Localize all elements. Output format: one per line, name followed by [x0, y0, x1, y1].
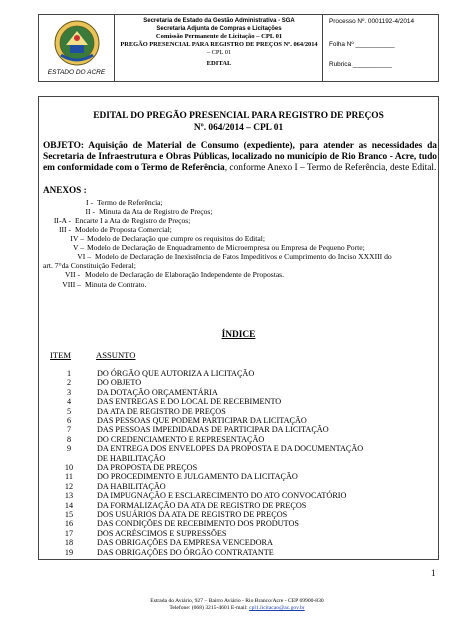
- indice-item-subject: DAS OBRIGAÇÕES DA EMPRESA VENCEDORA: [97, 538, 273, 548]
- anexo-number: VII -: [65, 270, 80, 279]
- processo-number: Processo Nº. 0001192-4/2014: [329, 18, 414, 25]
- header-line-1: Secretaria de Estado da Gestão Administrativa - SGA: [143, 18, 295, 24]
- anexo-text: Termo de Referência;: [97, 198, 163, 207]
- objeto-paragraph: [43, 141, 437, 174]
- indice-item-subject: DAS PESSOAS IMPEDIDADAS DE PARTICIPAR DA LICITAÇÃO: [97, 425, 329, 435]
- indice-item-subject: DO OBJETO: [97, 378, 142, 388]
- anexo-number: II -: [85, 207, 95, 216]
- indice-item-subject: DA DOTAÇÃO ORÇAMENTÁRIA: [97, 387, 218, 397]
- indice-item-subject: DO ÓRGÃO QUE AUTORIZA A LICITAÇÃO: [97, 369, 255, 378]
- column-header-assunto: ASSUNTO: [96, 350, 136, 360]
- indice-item-subject: DAS OBRIGAÇÕES DO ÓRGÃO CONTRATANTE: [97, 547, 274, 557]
- acre-coat-of-arms-icon: [53, 19, 101, 67]
- indice-item-subject: DA HABILITAÇÃO: [97, 481, 166, 491]
- header-institution-block: [116, 15, 323, 81]
- anexo-number: V –: [72, 243, 84, 252]
- edital-title-line-1: EDITAL DO PREGÃO PRESENCIAL PARA REGISTRO DE PREÇOS: [93, 111, 384, 121]
- anexo-number: IV –: [70, 234, 84, 243]
- indice-item-subject: DO PROCEDIMENTO E JULGAMENTO DA LICITAÇÃO: [97, 472, 298, 482]
- indice-item-number: 6: [66, 416, 72, 425]
- footer-contact: [0, 605, 474, 612]
- anexo-text: Modelo de Declaração de Inexistência de Fatos Impeditivos e Cumprimento do Inciso XXXIII do: [95, 252, 392, 261]
- indice-item-number: 9: [66, 444, 72, 454]
- header-process-block: [324, 15, 439, 81]
- anexo-text: Modelo de Declaração que cumpre os requisitos do Edital;: [87, 234, 265, 243]
- header-line-4: PREGÃO PRESENCIAL PARA REGISTRO DE PREÇOS Nº. 064/2014: [120, 41, 318, 48]
- indice-heading: ÍNDICE: [221, 330, 256, 340]
- indice-item-subject: DA ENTREGA DOS ENVELOPES DA PROPOSTA E DA DOCUMENTAÇÃO: [97, 444, 364, 454]
- indice-item-number: 7: [66, 425, 72, 435]
- main-content-box: [38, 96, 439, 560]
- indice-item-number: 1: [66, 369, 72, 378]
- anexo-number: VIII –: [62, 280, 81, 289]
- indice-item-subject: DAS PESSOAS QUE PODEM PARTICIPAR DA LICITAÇÃO: [97, 416, 307, 425]
- folha-field: Folha Nº ___________: [329, 41, 395, 48]
- indice-item-number: 3: [66, 387, 72, 397]
- anexo-text: Encarte I a Ata de Registro de Preços;: [75, 216, 191, 225]
- indice-item-subject: DO CREDENCIAMENTO E REPRESENTAÇÃO: [97, 434, 265, 444]
- anexo-text: Minuta da Ata de Registro de Preços;: [99, 207, 213, 216]
- logo-caption: ESTADO DO ACRE: [47, 69, 106, 76]
- indice-item-number: 8: [66, 434, 72, 444]
- objeto-bold-text: OBJETO: Aquisição de Material de Consumo (expediente), para atender as necessidades da Secretaria de Infraestrutura e Obras Públicas, localizado no município de Rio Branco - Acre, tudo em conformidade com o Termo de Referência: [43, 141, 437, 173]
- anexo-text: Modelo de Declaração de Enquadramento de Microempresa ou Empresa de Pequeno Porte;: [87, 243, 365, 252]
- indice-item-number: 2: [66, 378, 72, 388]
- anexo-number: III -: [58, 225, 71, 234]
- rubrica-field: Rubrica ___________: [329, 61, 392, 68]
- header-line-6: EDITAL: [206, 60, 232, 67]
- column-header-item: ITEM: [50, 350, 72, 360]
- indice-item-number: 12: [64, 481, 74, 491]
- document-header: [38, 14, 439, 82]
- indice-item-number: 5: [66, 406, 72, 416]
- anexo-number: I -: [86, 198, 93, 207]
- indice-item-number: 19: [64, 547, 74, 557]
- header-line-5: – CPL 01: [206, 49, 232, 56]
- indice-item-number: 13: [64, 491, 74, 501]
- indice-item-subject: DA IMPUGNAÇÃO E ESCLARECIMENTO DO ATO CONVOCATÓRIO: [97, 491, 347, 501]
- indice-item-number: 14: [64, 500, 74, 510]
- indice-item-number: 15: [64, 510, 74, 519]
- indice-item-subject: DOS ACRÉSCIMOS E SUPRESSÕES: [97, 528, 227, 538]
- anexo-text: art. 7°da Constituição Federal;: [43, 261, 136, 270]
- indice-item-number: 18: [64, 538, 74, 548]
- indice-item-number: 16: [64, 519, 74, 529]
- indice-item-number: 11: [65, 472, 73, 482]
- anexo-text: Modelo de Proposta Comercial;: [75, 225, 172, 234]
- header-line-2: Secretaria Adjunta de Compras e Licitações: [156, 26, 282, 32]
- anexo-number: II-A -: [53, 216, 71, 225]
- indice-item-number: 10: [64, 463, 74, 472]
- footer-address: Estrada do Aviário, 927 – Bairro Aviário - Rio Branco/Acre - CEP 69900-830: [150, 598, 324, 604]
- indice-item-subject: DAS CONDIÇÕES DE RECEBIMENTO DOS PRODUTOS: [97, 519, 299, 529]
- objeto-normal-text: , conforme Anexo I – Termo de Referência, deste Edital.: [224, 163, 437, 173]
- header-line-3: Comissão Permanente de Licitação – CPL 01: [155, 33, 283, 40]
- footer-email-link[interactable]: cpl1.licitacao@ac.gov.br: [249, 605, 305, 611]
- indice-item-number: 4: [66, 397, 72, 407]
- indice-item-subject: DOS USUÁRIOS DA ATA DE REGISTRO DE PREÇOS: [97, 510, 288, 519]
- page-number: 1: [431, 568, 436, 578]
- anexo-number: VI –: [77, 252, 91, 261]
- footer-phone: Telefone: (068) 3215-4601 E-mail:: [169, 605, 248, 611]
- coat-of-arms-logo: [39, 15, 115, 81]
- edital-title-line-2: Nº. 064/2014 – CPL 01: [193, 123, 284, 133]
- indice-item-subject: DA ATA DE REGISTRO DE PREÇOS: [97, 406, 226, 416]
- indice-item-subject: DA FORMALIZAÇÃO DA ATA DE REGISTRO DE PREÇOS: [97, 500, 307, 510]
- indice-item-subject: DA PROPOSTA DE PREÇOS: [97, 463, 198, 472]
- indice-item-subject: DE HABILITAÇÃO: [97, 453, 166, 463]
- anexo-text: Modelo de Declaração de Elaboração Independente de Propostas.: [85, 270, 285, 279]
- indice-item-subject: DAS ENTREGAS E DO LOCAL DE RECEBIMENTO: [97, 397, 282, 407]
- anexos-heading: ANEXOS :: [43, 185, 87, 195]
- indice-item-number: 17: [64, 528, 74, 538]
- anexo-text: Minuta de Contrato.: [85, 280, 147, 289]
